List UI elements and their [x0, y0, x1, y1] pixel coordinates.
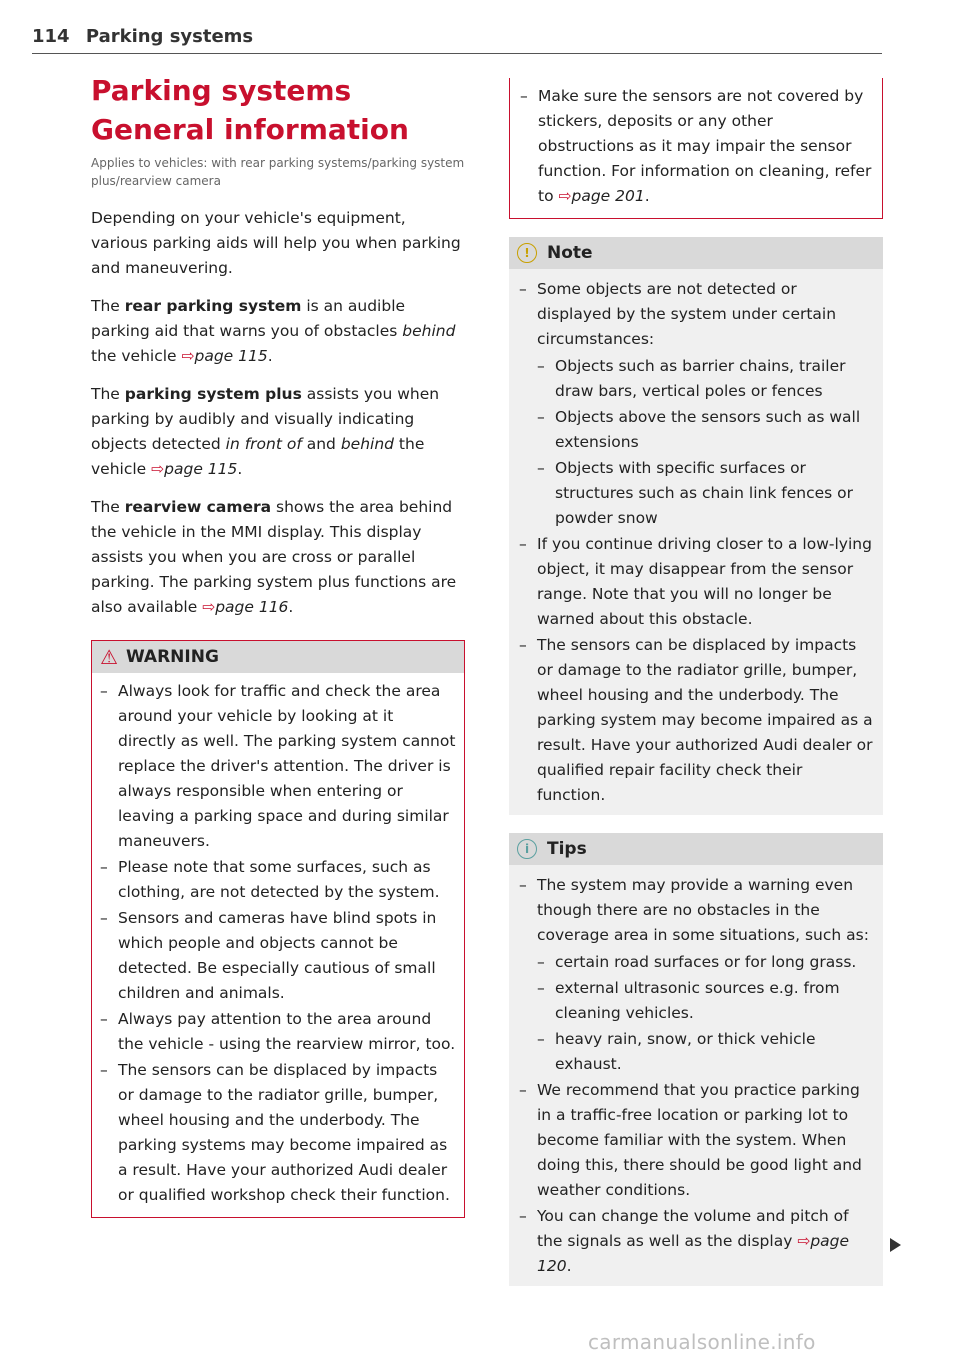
- list-item: – Objects above the sensors such as wall extensions: [537, 405, 873, 455]
- text: the vehicle: [91, 435, 425, 478]
- list-item: – Sensors and cameras have blind spots in which people and objects cannot be detected. Be especially cautious of small children and animals.: [100, 906, 456, 1006]
- watermark: carmanualsonline.info: [588, 1330, 816, 1354]
- right-column: [509, 78, 883, 1286]
- list-item: [519, 873, 873, 1077]
- list-item: – Please note that some surfaces, such as clothing, are not detected by the system.: [100, 855, 456, 905]
- warning-title: WARNING: [125, 647, 219, 667]
- text: assists you when parking by audibly and visually indicating objects detected: [91, 385, 440, 453]
- continuation-list: [520, 84, 872, 209]
- text: Make sure the sensors are not covered by stickers, deposits or any other obstructions as it may impair the sensor function. For information on cleaning, refer to: [538, 87, 872, 205]
- left-column: [91, 72, 465, 1218]
- note-sublist: [537, 354, 873, 531]
- page-ref-arrow-icon: ⇨: [558, 187, 572, 205]
- warning-triangle-icon: ⚠: [100, 645, 118, 669]
- list-item: – Always look for traffic and check the area around your vehicle by looking at it directly as well. The parking system cannot replace the driver's attention. The driver is always responsible when entering or leaving a parking space and during similar maneuvers.: [100, 679, 456, 854]
- text: Some objects are not detected or displayed by the system under certain circumstances:: [537, 280, 837, 348]
- info-circle-icon: i: [517, 839, 537, 859]
- list-item: – external ultrasonic sources e.g. from cleaning vehicles.: [537, 976, 873, 1026]
- page-ref-arrow-icon: ⇨: [202, 598, 216, 616]
- warning-list: [100, 679, 456, 1208]
- term: rearview camera: [124, 498, 272, 516]
- page-ref-link[interactable]: page 115: [164, 460, 238, 478]
- warning-header: [92, 641, 464, 673]
- tips-sublist: [537, 950, 873, 1077]
- page-ref-link[interactable]: page 201: [571, 187, 645, 205]
- page-header: [32, 26, 882, 54]
- exclamation-circle-icon: !: [517, 243, 537, 263]
- page-ref-link[interactable]: page 115: [194, 347, 268, 365]
- text: the vehicle: [91, 347, 182, 365]
- warning-continuation-box: [509, 78, 883, 219]
- page-ref-arrow-icon: ⇨: [181, 347, 195, 365]
- rear-parking-paragraph: [91, 294, 465, 369]
- emphasis: behind: [402, 322, 456, 340]
- text: .: [267, 347, 273, 365]
- note-box: [509, 237, 883, 815]
- text: is an audible parking aid that warns you of obstacles: [91, 297, 406, 340]
- list-item: – Always pay attention to the area around the vehicle - using the rearview mirror, too.: [100, 1007, 456, 1057]
- note-body: [509, 269, 883, 815]
- warning-body: [92, 673, 464, 1217]
- list-item: – heavy rain, snow, or thick vehicle exhaust.: [537, 1027, 873, 1077]
- text: .: [566, 1257, 572, 1275]
- tips-list: [519, 873, 873, 1279]
- text: and: [301, 435, 341, 453]
- text: shows the area behind the vehicle in the MMI display. This display assists you when you are cross or parallel parking. The parking system plus functions are also available: [91, 498, 457, 616]
- text: The: [91, 297, 125, 315]
- text: You can change the volume and pitch of the signals as well as the display: [537, 1207, 849, 1250]
- text: .: [237, 460, 243, 478]
- parking-plus-paragraph: [91, 382, 465, 482]
- warning-box: [91, 640, 465, 1218]
- subsection-title: General information: [91, 113, 409, 146]
- list-item: – The sensors can be displaced by impacts or damage to the radiator grille, bumper, wheel housing and the underbody. The parking system may become impaired as a result. Have your authorized Audi dealer or qualified repair facility check their function.: [519, 633, 873, 808]
- list-item: – We recommend that you practice parking in a traffic-free location or parking lot to become familiar with the system. When doing this, there should be good light and weather conditions.: [519, 1078, 873, 1203]
- page-number: 114: [32, 26, 70, 47]
- running-title: Parking systems: [85, 26, 254, 47]
- continue-arrow-icon: [890, 1238, 901, 1252]
- list-item: – If you continue driving closer to a low-lying object, it may disappear from the sensor range. Note that you will no longer be warned about this obstacle.: [519, 532, 873, 632]
- tips-title: Tips: [547, 839, 587, 859]
- page-ref-link[interactable]: page 120: [537, 1232, 850, 1275]
- term: parking system plus: [124, 385, 302, 403]
- text: .: [288, 598, 294, 616]
- section-title: Parking systems: [91, 74, 352, 107]
- page-ref-link[interactable]: page 116: [215, 598, 289, 616]
- list-item: [519, 277, 873, 531]
- list-item: [520, 84, 872, 209]
- tips-box: [509, 833, 883, 1286]
- list-item: – Objects with specific surfaces or structures such as chain link fences or powder snow: [537, 456, 873, 531]
- list-item: – certain road surfaces or for long grass.: [537, 950, 873, 975]
- text: .: [644, 187, 650, 205]
- list-item: – Objects such as barrier chains, trailer draw bars, vertical poles or fences: [537, 354, 873, 404]
- rearview-camera-paragraph: [91, 495, 465, 620]
- note-list: [519, 277, 873, 808]
- note-header: [509, 237, 883, 269]
- list-item: [519, 1204, 873, 1279]
- emphasis: in front of: [225, 435, 302, 453]
- note-title: Note: [547, 243, 593, 263]
- emphasis: behind: [340, 435, 394, 453]
- text: The: [91, 385, 125, 403]
- text: The system may provide a warning even though there are no obstacles in the coverage area in some situations, such as:: [537, 876, 869, 944]
- page-ref-arrow-icon: ⇨: [797, 1232, 811, 1250]
- text: The: [91, 498, 125, 516]
- list-item: – The sensors can be displaced by impacts or damage to the radiator grille, bumper, wheel housing and the underbody. The parking systems may become impaired as a result. Have your authorized Audi dealer or qualified workshop check their function.: [100, 1058, 456, 1208]
- applies-to-note: Applies to vehicles: with rear parking systems/parking system plus/rearview camera: [91, 156, 465, 188]
- intro-paragraph: Depending on your vehicle's equipment, various parking aids will help you when parking and maneuvering.: [91, 209, 461, 277]
- term: rear parking system: [124, 297, 302, 315]
- page-ref-arrow-icon: ⇨: [151, 460, 165, 478]
- tips-header: [509, 833, 883, 865]
- tips-body: [509, 865, 883, 1286]
